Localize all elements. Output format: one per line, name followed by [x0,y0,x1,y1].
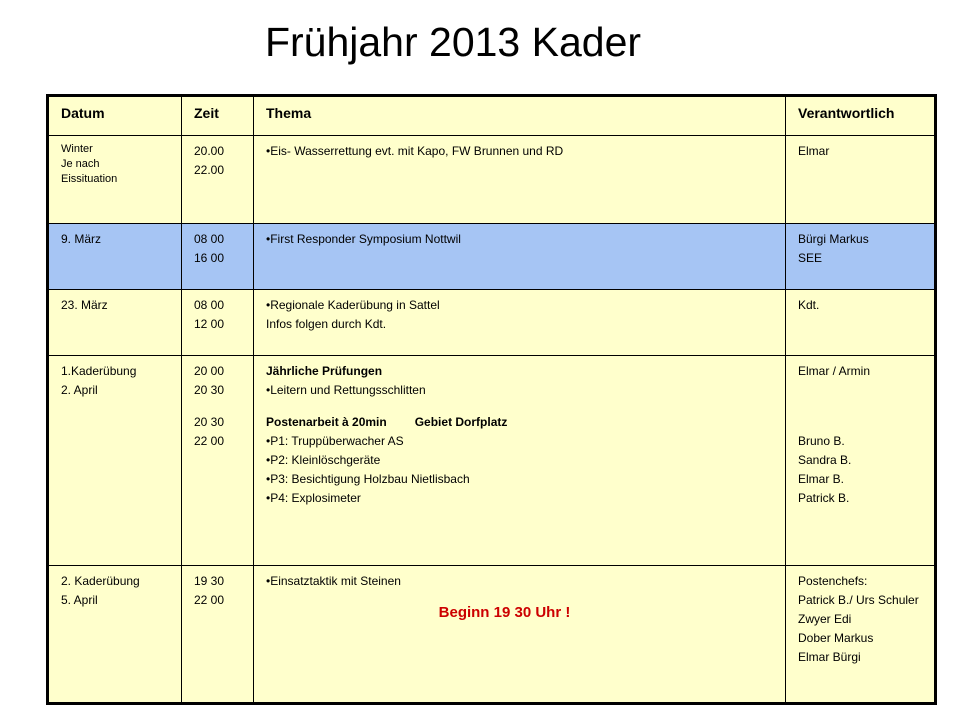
cell-text: Elmar [798,144,830,158]
cell-text: 19 30 [194,574,225,588]
cell-thema [254,136,786,224]
cell-text: 1.Kaderübung [61,364,137,378]
header-verantwortlich: Verantwortlich [786,96,936,136]
cell-zeit [182,290,254,356]
list-item: •Leitern und Rettungsschlitten [266,383,426,397]
cell-thema [254,356,786,566]
header-datum: Datum [48,96,182,136]
schedule-table [46,94,937,705]
cell-datum [48,290,182,356]
cell-text: Je nach [61,158,100,170]
cell-verantwortlich [786,566,936,704]
cell-thema [254,290,786,356]
section-heading: Jährliche Prüfungen [266,364,383,378]
cell-text: Infos folgen durch Kdt. [266,317,387,331]
cell-text: Zwyer Edi [798,612,852,626]
cell-text: 20 30 [194,383,225,397]
cell-text: Winter [61,143,93,155]
cell-text: Elmar B. [798,472,845,486]
cell-text: 16 00 [194,251,225,265]
header-row [48,96,936,136]
section-heading [266,413,779,432]
cell-text: Bürgi Markus [798,232,869,246]
cell-text: 9. März [61,232,102,246]
cell-text: 22 00 [194,434,225,448]
table-row [48,356,936,566]
list-item: •P1: Truppüberwacher AS [266,434,404,448]
cell-text: Patrick B. [798,491,850,505]
cell-text: 20.00 [194,144,225,158]
cell-text: 08 00 [194,298,225,312]
cell-datum [48,224,182,290]
cell-datum [48,136,182,224]
table-row [48,224,936,290]
cell-text: 08 00 [194,232,225,246]
cell-text: Bruno B. [798,434,845,448]
cell-text: Elmar Bürgi [798,650,861,664]
cell-zeit [182,566,254,704]
cell-text: •First Responder Symposium Nottwil [266,232,461,246]
cell-verantwortlich [786,290,936,356]
cell-thema [254,566,786,704]
cell-text: 20 30 [194,415,225,429]
cell-verantwortlich [786,224,936,290]
cell-text: SEE [798,251,823,265]
cell-text: 12 00 [194,317,225,331]
page-title: Frühjahr 2013 Kader [264,19,642,65]
list-item: •P2: Kleinlöschgeräte [266,453,381,467]
heading-part: Postenarbeit à 20min [266,415,387,429]
cell-text: 22.00 [194,163,225,177]
cell-text: Eissituation [61,173,118,185]
cell-text: 20 00 [194,364,225,378]
cell-datum [48,566,182,704]
cell-text: 2. Kaderübung [61,574,140,588]
list-item: •P3: Besichtigung Holzbau Nietlisbach [266,472,470,486]
cell-text: Kdt. [798,298,820,312]
cell-text: 2. April [61,383,98,397]
list-item: •P4: Explosimeter [266,491,361,505]
table-row [48,136,936,224]
header-zeit: Zeit [182,96,254,136]
cell-zeit [182,224,254,290]
cell-text: 5. April [61,593,98,607]
cell-text: 22 00 [194,593,225,607]
cell-thema [254,224,786,290]
cell-verantwortlich [786,136,936,224]
start-time-note: Beginn 19 30 Uhr ! [438,604,571,621]
cell-text: Sandra B. [798,453,852,467]
cell-verantwortlich [786,356,936,566]
cell-datum [48,356,182,566]
table-row [48,566,936,704]
cell-text: 23. März [61,298,108,312]
cell-text: •Regionale Kaderübung in Sattel [266,298,440,312]
cell-text: Dober Markus [798,631,874,645]
header-thema: Thema [254,96,786,136]
cell-zeit [182,356,254,566]
cell-text: Elmar / Armin [798,364,871,378]
list-item: •Einsatztaktik mit Steinen [266,574,401,588]
cell-text: Patrick B./ Urs Schuler [798,593,919,607]
cell-text: Postenchefs: [798,574,868,588]
cell-text: •Eis- Wasserrettung evt. mit Kapo, FW Brunnen und RD [266,144,564,158]
cell-zeit [182,136,254,224]
heading-part: Gebiet Dorfplatz [414,415,508,429]
table-row [48,290,936,356]
